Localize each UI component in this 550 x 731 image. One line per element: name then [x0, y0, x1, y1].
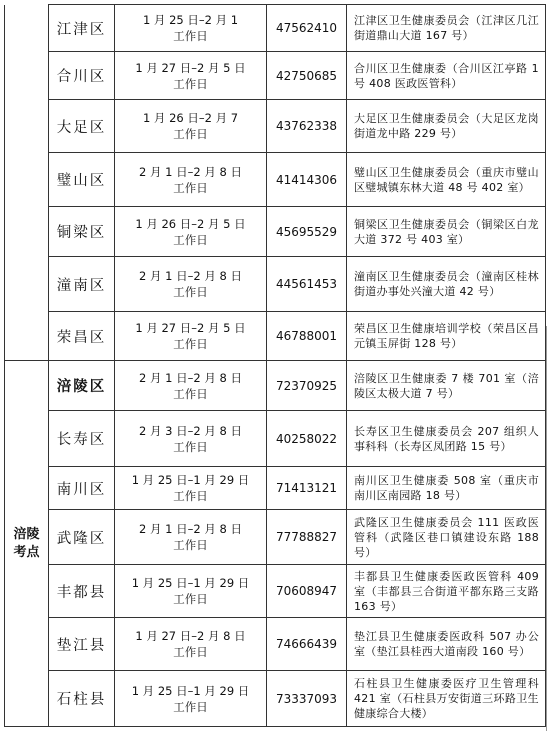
date-range: 1 月 26 日–2 月 5 日 工作日 — [115, 207, 267, 257]
district-name: 武隆区 — [49, 510, 115, 565]
date-range: 2 月 3 日–2 月 8 日 工作日 — [115, 411, 267, 467]
district-name: 璧山区 — [49, 153, 115, 207]
address: 南川区卫生健康委 508 室（重庆市南川区南园路 18 号） — [347, 467, 546, 510]
phone-number: 46788001 — [267, 312, 347, 361]
exam-site-name-line: 考点 — [13, 544, 40, 560]
district-name: 垫江县 — [49, 618, 115, 671]
date-range: 1 月 27 日–2 月 5 日 工作日 — [115, 52, 267, 100]
exam-site-cell — [5, 361, 49, 727]
table-row — [5, 52, 546, 100]
phone-number: 72370925 — [267, 361, 347, 411]
address: 江津区卫生健康委员会（江津区几江街道鼎山大道 167 号） — [347, 5, 546, 52]
district-name: 荣昌区 — [49, 312, 115, 361]
table-row — [5, 361, 546, 411]
phone-number: 77788827 — [267, 510, 347, 565]
date-range: 2 月 1 日–2 月 8 日 工作日 — [115, 510, 267, 565]
phone-number: 44561453 — [267, 257, 347, 312]
phone-number: 43762338 — [267, 100, 347, 153]
district-name: 潼南区 — [49, 257, 115, 312]
address: 丰都县卫生健康委医政医管科 409 室（丰都县三合街道平都东路三支路 163 号） — [347, 565, 546, 618]
address: 涪陵区卫生健康委 7 楼 701 室（涪陵区太极大道 7 号） — [347, 361, 546, 411]
table-row — [5, 510, 546, 565]
district-name: 合川区 — [49, 52, 115, 100]
table-row — [5, 618, 546, 671]
page-edge-line — [546, 326, 549, 731]
table-row — [5, 153, 546, 207]
date-range: 1 月 25 日–1 月 29 日 工作日 — [115, 467, 267, 510]
table-row — [5, 467, 546, 510]
district-name: 涪陵区 — [49, 361, 115, 411]
address: 荣昌区卫生健康培训学校（荣昌区昌元镇玉屏街 128 号） — [347, 312, 546, 361]
exam-site-cell — [5, 5, 49, 361]
phone-number: 42750685 — [267, 52, 347, 100]
district-name: 南川区 — [49, 467, 115, 510]
phone-number: 41414306 — [267, 153, 347, 207]
table-row — [5, 100, 546, 153]
address: 璧山区卫生健康委员会（重庆市璧山区璧城镇东林大道 48 号 402 室） — [347, 153, 546, 207]
address: 大足区卫生健康委员会（大足区龙岗街道龙中路 229 号） — [347, 100, 546, 153]
phone-number: 74666439 — [267, 618, 347, 671]
phone-number: 73337093 — [267, 671, 347, 727]
phone-number: 70608947 — [267, 565, 347, 618]
date-range: 1 月 25 日–2 月 1 工作日 — [115, 5, 267, 52]
phone-number: 71413121 — [267, 467, 347, 510]
date-range: 1 月 26 日–2 月 7 工作日 — [115, 100, 267, 153]
table-row — [5, 312, 546, 361]
district-name: 石柱县 — [49, 671, 115, 727]
exam-site-table — [4, 4, 546, 727]
address: 合川区卫生健康委（合川区江亭路 1 号 408 医政医管科） — [347, 52, 546, 100]
address: 武隆区卫生健康委员会 111 医政医管科（武隆区巷口镇建设东路 188 号） — [347, 510, 546, 565]
address: 铜梁区卫生健康委员会（铜梁区白龙大道 372 号 403 室） — [347, 207, 546, 257]
address: 长寿区卫生健康委员会 207 组织人事科科（长寿区凤团路 15 号） — [347, 411, 546, 467]
district-name: 长寿区 — [49, 411, 115, 467]
date-range: 2 月 1 日–2 月 8 日 工作日 — [115, 361, 267, 411]
date-range: 1 月 25 日–1 月 29 日 工作日 — [115, 565, 267, 618]
table-row — [5, 565, 546, 618]
date-range: 1 月 27 日–2 月 8 日 工作日 — [115, 618, 267, 671]
date-range: 1 月 27 日–2 月 5 日 工作日 — [115, 312, 267, 361]
exam-site-name-line: 涪陵 — [13, 526, 40, 542]
phone-number: 45695529 — [267, 207, 347, 257]
date-range: 2 月 1 日–2 月 8 日 工作日 — [115, 257, 267, 312]
phone-number: 47562410 — [267, 5, 347, 52]
table-row — [5, 207, 546, 257]
table-row — [5, 5, 546, 52]
address: 石柱县卫生健康委医疗卫生管理科 421 室（石柱县万安街道三环路卫生健康综合大楼） — [347, 671, 546, 727]
date-range: 2 月 1 日–2 月 8 日 工作日 — [115, 153, 267, 207]
district-name: 大足区 — [49, 100, 115, 153]
address: 垫江县卫生健康委医政科 507 办公室（垫江县桂西大道南段 160 号） — [347, 618, 546, 671]
table-row — [5, 671, 546, 727]
district-name: 丰都县 — [49, 565, 115, 618]
phone-number: 40258022 — [267, 411, 347, 467]
district-name: 铜梁区 — [49, 207, 115, 257]
table-row — [5, 257, 546, 312]
district-name: 江津区 — [49, 5, 115, 52]
date-range: 1 月 25 日–1 月 29 日 工作日 — [115, 671, 267, 727]
table-row — [5, 411, 546, 467]
address: 潼南区卫生健康委员会（潼南区桂林街道办事处兴潼大道 42 号） — [347, 257, 546, 312]
